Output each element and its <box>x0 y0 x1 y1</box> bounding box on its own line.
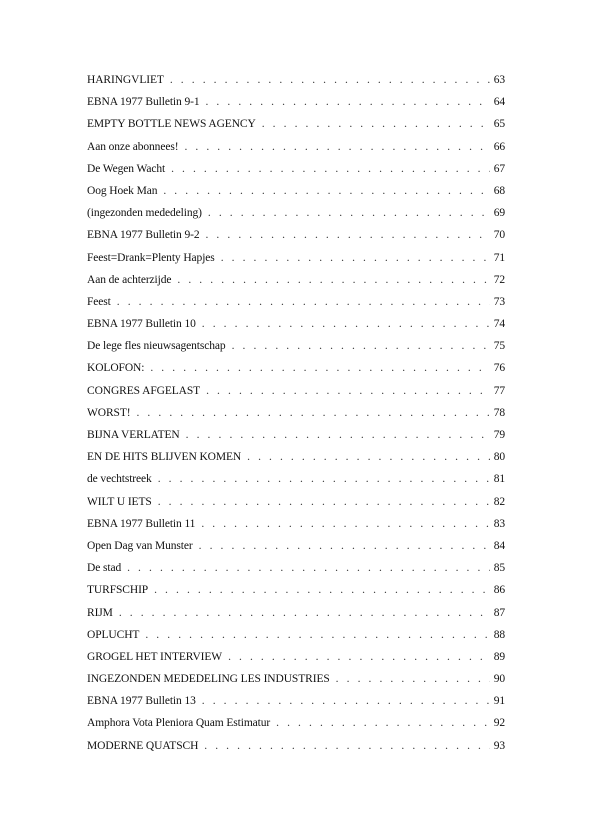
toc-entry-title: EBNA 1977 Bulletin 9-1 <box>87 96 200 109</box>
dot-leader <box>170 69 490 91</box>
toc-entry-page-number: 77 <box>493 384 505 397</box>
dot-leader <box>208 202 490 224</box>
toc-entry-title: EN DE HITS BLIJVEN KOMEN <box>87 451 242 464</box>
dot-leader <box>228 646 490 668</box>
toc-entry <box>87 269 505 291</box>
toc-entry-page-number: 83 <box>493 517 505 530</box>
toc-entry <box>87 247 505 269</box>
toc-entry-title: EBNA 1977 Bulletin 9-2 <box>87 229 200 242</box>
toc-entry-title: Feest <box>87 295 111 308</box>
dot-leader <box>262 113 490 135</box>
toc-entry-title: EMPTY BOTTLE NEWS AGENCY <box>87 118 256 131</box>
toc-entry <box>87 335 505 357</box>
toc-entry-title: WORST! <box>87 406 131 419</box>
toc-entry <box>87 735 505 757</box>
toc-entry <box>87 646 505 668</box>
toc-entry-title: TURFSCHIP <box>87 584 149 597</box>
dot-leader <box>163 180 489 202</box>
toc-entry-page-number: 90 <box>493 673 505 686</box>
dot-leader <box>136 402 489 424</box>
dot-leader <box>184 136 489 158</box>
toc-entry <box>87 357 505 379</box>
toc-entry <box>87 180 505 202</box>
toc-entry <box>87 202 505 224</box>
toc-entry-page-number: 88 <box>493 628 505 641</box>
dot-leader <box>204 735 489 757</box>
toc-entry-title: Amphora Vota Pleniora Quam Estimatur <box>87 717 271 730</box>
dot-leader <box>206 380 490 402</box>
dot-leader <box>336 668 490 690</box>
dot-leader <box>158 468 490 490</box>
toc-entry <box>87 624 505 646</box>
dot-leader <box>150 357 489 379</box>
toc-entry-page-number: 86 <box>493 584 505 597</box>
toc-entry-page-number: 93 <box>493 739 505 752</box>
toc-entry-page-number: 70 <box>493 229 505 242</box>
dot-leader <box>177 269 489 291</box>
toc-entry-page-number: 82 <box>493 495 505 508</box>
dot-leader <box>199 535 490 557</box>
dot-leader <box>247 446 490 468</box>
toc-entry-title: de vechtstreek <box>87 473 152 486</box>
toc-entry-page-number: 79 <box>493 429 505 441</box>
toc-entry <box>87 491 505 513</box>
toc-entry-page-number: 66 <box>493 140 505 153</box>
dot-leader <box>158 491 490 513</box>
toc-entry-page-number: 74 <box>493 318 505 331</box>
toc-entry-title: MODERNE QUATSCH <box>87 739 199 752</box>
dot-leader <box>202 313 490 335</box>
dot-leader <box>145 624 489 646</box>
toc-entry <box>87 402 505 424</box>
toc-entry-title: De stad <box>87 562 122 575</box>
toc-entry <box>87 535 505 557</box>
toc-entry-page-number: 78 <box>493 406 505 419</box>
toc-entry-title: KOLOFON: <box>87 362 145 375</box>
toc-entry <box>87 579 505 601</box>
toc-entry-page-number: 85 <box>493 562 505 575</box>
toc-entry-page-number: 75 <box>493 340 505 353</box>
toc-entry-page-number: 89 <box>493 650 505 663</box>
toc-entry <box>87 712 505 734</box>
dot-leader <box>154 579 490 601</box>
toc-entry <box>87 690 505 712</box>
toc-entry-title: WILT U IETS <box>87 495 152 508</box>
toc-entry-page-number: 91 <box>493 695 505 708</box>
table-of-contents <box>87 69 505 757</box>
toc-entry <box>87 313 505 335</box>
toc-entry-page-number: 73 <box>493 295 505 308</box>
toc-entry-title: (ingezonden mededeling) <box>87 207 202 220</box>
toc-entry-page-number: 80 <box>493 451 505 464</box>
toc-entry-title: EBNA 1977 Bulletin 10 <box>87 318 196 331</box>
toc-entry-title: EBNA 1977 Bulletin 13 <box>87 695 196 708</box>
toc-entry-page-number: 63 <box>493 74 505 86</box>
toc-entry-title: HARINGVLIET <box>87 74 164 86</box>
toc-entry-title: BIJNA VERLATEN <box>87 429 180 441</box>
toc-entry-title: De lege fles nieuwsagentschap <box>87 340 226 353</box>
toc-entry-title: GROGEL HET INTERVIEW <box>87 650 223 663</box>
toc-entry <box>87 91 505 113</box>
dot-leader <box>186 424 490 446</box>
toc-entry <box>87 136 505 158</box>
toc-entry-page-number: 69 <box>493 207 505 220</box>
toc-entry-title: INGEZONDEN MEDEDELING LES INDUSTRIES <box>87 673 330 686</box>
dot-leader <box>205 224 489 246</box>
toc-entry <box>87 113 505 135</box>
dot-leader <box>171 158 490 180</box>
dot-leader <box>119 602 490 624</box>
toc-entry-page-number: 67 <box>493 162 505 175</box>
toc-entry <box>87 557 505 579</box>
dot-leader <box>276 712 490 734</box>
toc-entry-title: Oog Hoek Man <box>87 184 158 197</box>
toc-entry-title: De Wegen Wacht <box>87 162 166 175</box>
toc-entry-title: CONGRES AFGELAST <box>87 384 201 397</box>
dot-leader <box>232 335 490 357</box>
toc-entry-title: OPLUCHT <box>87 628 140 641</box>
toc-entry <box>87 513 505 535</box>
toc-entry <box>87 291 505 313</box>
dot-leader <box>202 690 490 712</box>
toc-entry-title: Open Dag van Munster <box>87 539 193 552</box>
toc-entry-page-number: 76 <box>493 362 505 375</box>
toc-entry <box>87 424 505 446</box>
toc-entry-title: Feest=Drank=Plenty Hapjes <box>87 251 215 264</box>
toc-entry <box>87 380 505 402</box>
toc-entry <box>87 69 505 91</box>
toc-entry-title: EBNA 1977 Bulletin 11 <box>87 517 196 530</box>
dot-leader <box>201 513 489 535</box>
toc-entry-title: Aan onze abonnees! <box>87 140 179 153</box>
toc-entry-page-number: 71 <box>493 251 505 264</box>
toc-entry <box>87 446 505 468</box>
dot-leader <box>127 557 490 579</box>
toc-entry <box>87 602 505 624</box>
toc-entry-page-number: 72 <box>493 273 505 286</box>
toc-entry-page-number: 68 <box>493 184 505 197</box>
toc-entry-page-number: 92 <box>493 717 505 730</box>
toc-entry <box>87 468 505 490</box>
toc-entry <box>87 224 505 246</box>
toc-entry <box>87 668 505 690</box>
toc-entry-page-number: 64 <box>493 96 505 109</box>
dot-leader <box>221 247 490 269</box>
dot-leader <box>117 291 490 313</box>
toc-entry-page-number: 84 <box>493 539 505 552</box>
toc-entry-page-number: 65 <box>493 118 505 131</box>
toc-entry <box>87 158 505 180</box>
toc-entry-title: Aan de achterzijde <box>87 273 172 286</box>
toc-entry-page-number: 87 <box>493 606 505 619</box>
toc-entry-page-number: 81 <box>493 473 505 486</box>
toc-entry-title: RIJM <box>87 606 113 619</box>
dot-leader <box>205 91 489 113</box>
